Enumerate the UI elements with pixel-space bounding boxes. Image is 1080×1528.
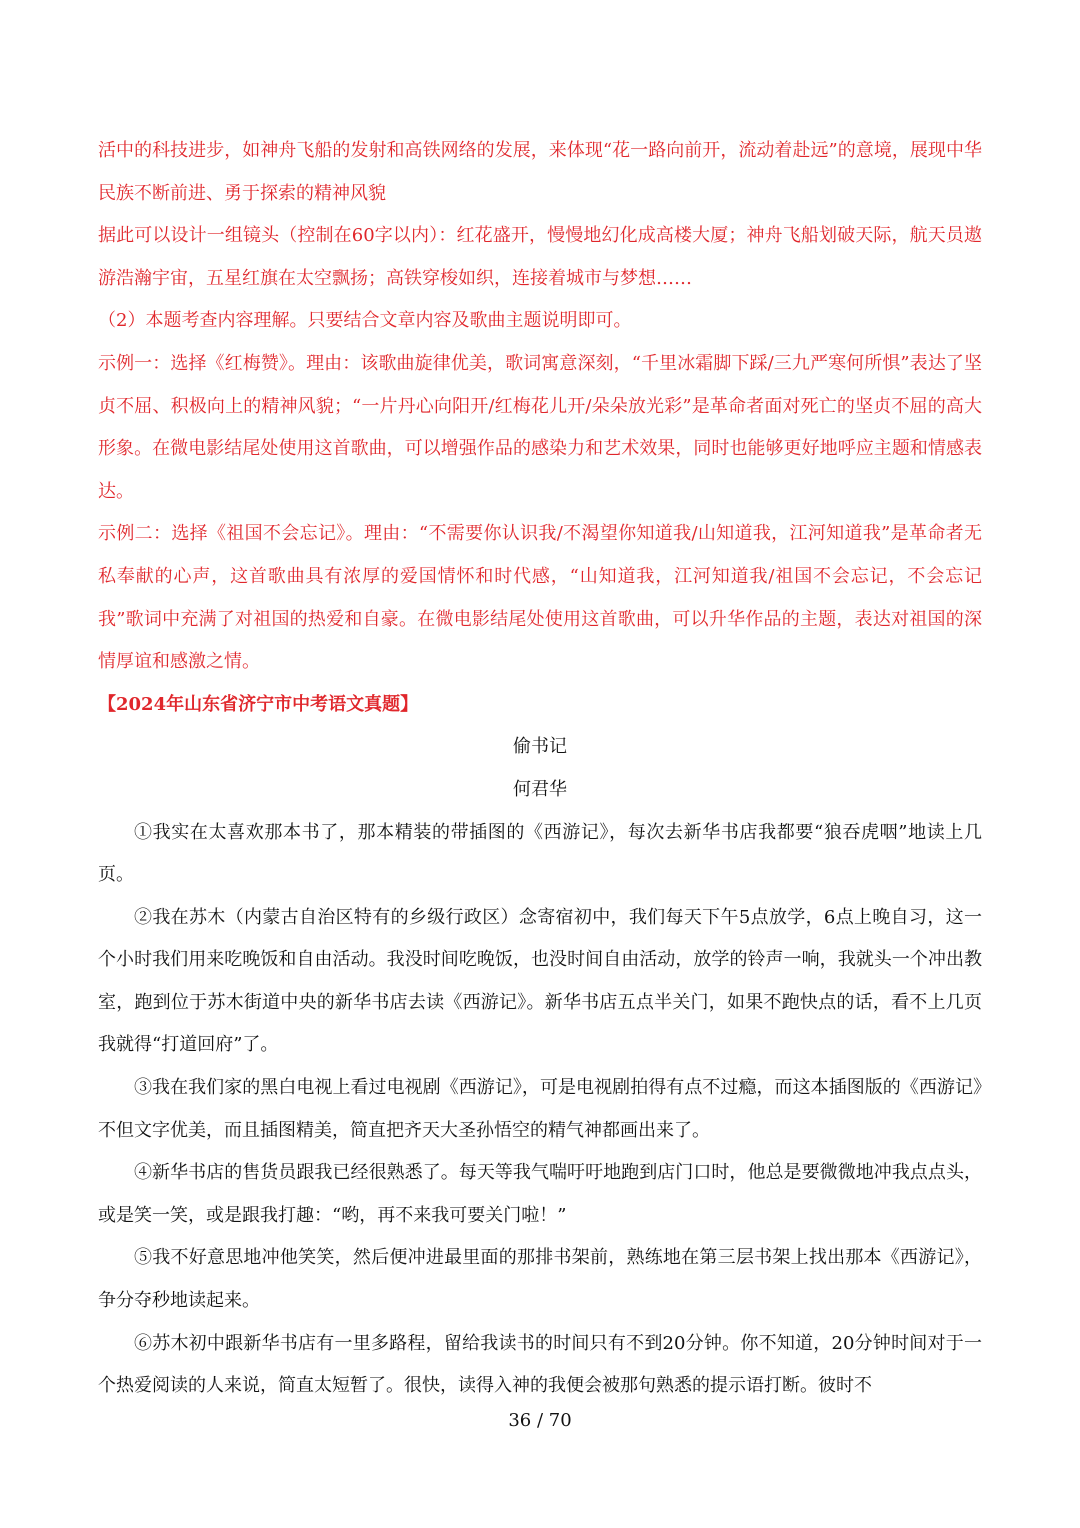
- article-author: 何君华: [513, 778, 567, 800]
- page-number: 36 / 70: [508, 1410, 572, 1431]
- page-content: [98, 130, 982, 1408]
- article-title: 偷书记: [513, 736, 567, 758]
- answer-example-two: 示例二：选择《祖国不会忘记》。理由：“不需要你认识我/不渴望你知道我/山知道我，江河知道我”是革命者无私奉献的心声，这首歌曲具有浓厚的爱国情怀和时代感，“山知道我，江河知道我/祖国不会忘记，不会忘记我”歌词中充满了对祖国的热爱和自豪。在微电影结尾处使用这首歌曲，可以升华作品的主题，表达对祖国的深情厚谊和感激之情。: [98, 523, 982, 673]
- answer-paragraph: （2）本题考查内容理解。只要结合文章内容及歌曲主题说明即可。: [98, 310, 632, 332]
- article-paragraph: ①我实在太喜欢那本书了，那本精装的带插图的《西游记》，每次去新华书店我都要“狼吞虎咽”地读上几页。: [98, 821, 982, 886]
- article-paragraph: ③我在我们家的黑白电视上看过电视剧《西游记》，可是电视剧拍得有点不过瘾，而这本插图版的《西游记》不但文字优美，而且插图精美，简直把齐天大圣孙悟空的精气神都画出来了。: [98, 1077, 982, 1141]
- article-paragraph: ⑤我不好意思地冲他笑笑，然后便冲进最里面的那排书架前，熟练地在第三层书架上找出那本《西游记》，争分夺秒地读起来。: [98, 1247, 982, 1312]
- article-paragraph: ②我在苏木（内蒙古自治区特有的乡级行政区）念寄宿初中，我们每天下午5点放学，6点上晚自习，这一个小时我们用来吃晚饭和自由活动。我没时间吃晚饭，也没时间自由活动，放学的铃声一响，我就头一个冲出教室，跑到位于苏木街道中央的新华书店去读《西游记》。新华书店五点半关门，如果不跑快点的话，看不上几页我就得“打道回府”了。: [98, 906, 982, 1056]
- answer-paragraph: 活中的科技进步，如神舟飞船的发射和高铁网络的发展，来体现“花一路向前开，流动着赴远”的意境，展现中华民族不断前进、勇于探索的精神风貌: [98, 140, 982, 204]
- section-heading: 【2024年山东省济宁市中考语文真题】: [98, 693, 419, 715]
- answer-paragraph: 据此可以设计一组镜头（控制在60字以内）：红花盛开，慢慢地幻化成高楼大厦；神舟飞船划破天际，航天员遨游浩瀚宇宙，五星红旗在太空飘扬；高铁穿梭如织，连接着城市与梦想……: [98, 225, 982, 289]
- article-paragraph: ④新华书店的售货员跟我已经很熟悉了。每天等我气喘吁吁地跑到店门口时，他总是要微微地冲我点点头，或是笑一笑，或是跟我打趣：“哟，再不来我可要关门啦！”: [98, 1162, 982, 1226]
- answer-example-one: 示例一：选择《红梅赞》。理由：该歌曲旋律优美，歌词寓意深刻，“千里冰霜脚下踩/三九严寒何所惧”表达了坚贞不屈、积极向上的精神风貌；“一片丹心向阳开/红梅花儿开/朵朵放光彩”是革命者面对死亡的坚贞不屈的高大形象。在微电影结尾处使用这首歌曲，可以增强作品的感染力和艺术效果，同时也能够更好地呼应主题和情感表达。: [98, 352, 982, 502]
- article-paragraph: ⑥苏木初中跟新华书店有一里多路程，留给我读书的时间只有不到20分钟。你不知道，20分钟时间对于一个热爱阅读的人来说，简直太短暂了。很快，读得入神的我便会被那句熟悉的提示语打断。彼时不: [98, 1332, 982, 1397]
